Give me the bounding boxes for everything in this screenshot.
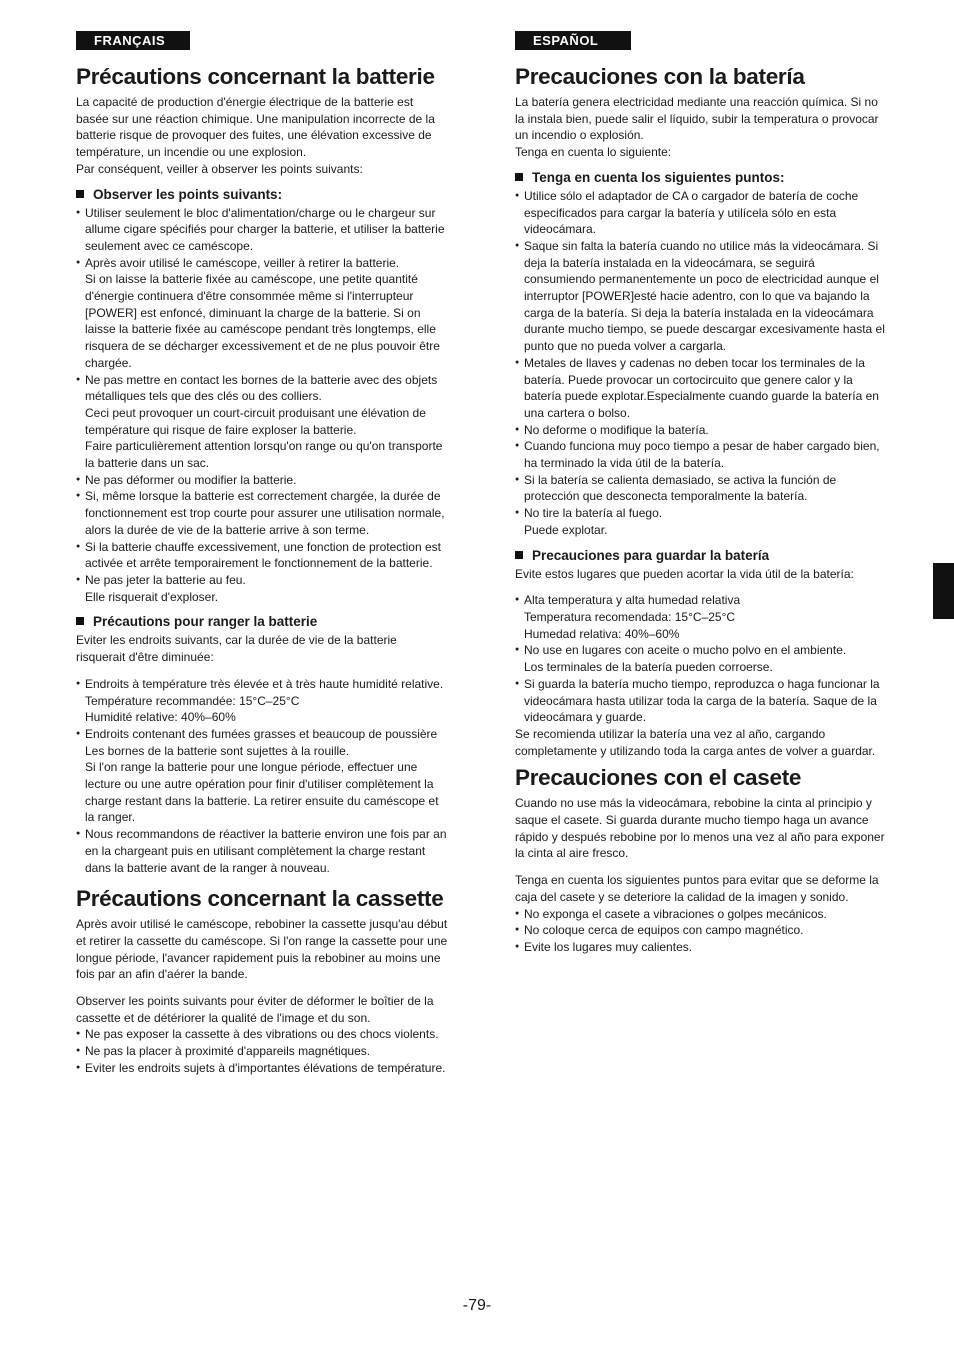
list-item: ● Ne pas exposer la cassette à des vibrations ou des chocs violents. <box>76 1026 448 1043</box>
list-item: ● Ne pas la placer à proximité d'appareils magnétiques. <box>76 1043 448 1060</box>
battery-points-list-fr <box>76 205 448 606</box>
cassette-intro-fr: Après avoir utilisé le caméscope, rebobiner la cassette jusqu'au début et retirer la cassette du caméscope. Si l'on range la cassette pour une longue période, l'avancer rapidement puis la rebobiner au moins une fois par an afin d'aérer la bande. <box>76 917 448 982</box>
cassette-points-list-es <box>515 906 887 956</box>
list-item: ● Metales de llaves y cadenas no deben tocar los terminales de la batería. Puede provocar un cortocircuito que genere calor y la batería puede explotar.Especialmente cuando guarde la batería en una cartera o bolso. <box>515 355 887 422</box>
list-item: ● Si la batterie chauffe excessivement, une fonction de protection est activée et arrête temporairement le fonctionnement de la batterie. <box>76 539 448 572</box>
list-item: ● Utiliser seulement le bloc d'alimentation/charge ou le chargeur sur allume cigare spécifiés pour charger la batterie, et utiliser la batterie seulement avec ce caméscope. <box>76 205 448 255</box>
storage-list-fr <box>76 676 448 876</box>
french-column <box>76 31 448 1077</box>
list-item: ● Si la batería se calienta demasiado, se activa la función de protección que desconecta temporalmente la batería. <box>515 472 887 505</box>
list-item: ● Si, même lorsque la batterie est correctement chargée, la durée de fonctionnement est trop courte pour assurer une utilisation normale, alors la durée de vie de la batterie arrive à son terme. <box>76 488 448 538</box>
section-edge-tab <box>933 563 954 619</box>
language-tab-french: FRANÇAIS <box>76 31 190 50</box>
spanish-column <box>515 31 887 956</box>
list-item: ● Après avoir utilisé le caméscope, veiller à retirer la batterie. Si on laisse la batterie fixée au caméscope, une petite quantité d'énergie continuera d'être consommée même si l'interrupteur [POWER] est enfoncé, diminuant la charge de la batterie. Si on laisse la batterie fixée au caméscope pendant très longtemps, elle risquera de se décharger excessivement et de ne plus pouvoir être chargée. <box>76 255 448 372</box>
cassette-title-es: Precauciones con el casete <box>515 765 802 791</box>
list-item: ● No exponga el casete a vibraciones o golpes mecánicos. <box>515 906 887 923</box>
battery-intro-fr: La capacité de production d'énergie électrique de la batterie est basée sur une réaction chimique. Une manipulation incorrecte de la batterie risque de provoquer des fuites, une élévation excessive de température, un incendie ou une explosion. <box>76 95 435 160</box>
list-item: ● Utilice sólo el adaptador de CA o cargador de batería de coche especificados para cargar la batería y utilícela sólo en esta videocámara. <box>515 188 887 238</box>
page-number: -79- <box>462 1297 492 1314</box>
list-item: ● No use en lugares con aceite o mucho polvo en el ambiente. Los terminales de la batería pueden corroerse. <box>515 642 887 675</box>
list-item: ● No coloque cerca de equipos con campo magnético. <box>515 922 887 939</box>
battery-intro2-fr: Par conséquent, veiller à observer les points suivants: <box>76 161 363 176</box>
list-item: ● Ne pas mettre en contact les bornes de la batterie avec des objets métalliques tels que des clés ou des colliers. Ceci peut provoquer un court-circuit produisant une élévation de température qui risque de faire exploser la batterie. Faire particulièrement attention lorsqu'on range ou qu'on transporte la batterie dans un sac. <box>76 372 448 472</box>
storage-intro-fr: Eviter les endroits suivants, car la durée de vie de la batterie risquerait d'être diminuée: <box>76 633 397 665</box>
list-item: ● Si guarda la batería mucho tiempo, reproduzca o haga funcionar la videocámara hasta utilizar toda la carga de la batería. Saque de la videocámara y guarde. <box>515 676 887 726</box>
battery-intro2-es: Tenga en cuenta lo siguiente: <box>515 145 672 160</box>
points-heading-es: Tenga en cuenta los siguientes puntos: <box>515 169 887 186</box>
list-item: ● Ne pas jeter la batterie au feu. Elle risquerait d'exploser. <box>76 572 448 605</box>
list-item: ● Saque sin falta la batería cuando no utilice más la videocámara. Si deja la batería instalada en la videocámara, se seguirá consumiendo permanentemente un poco de electricidad aunque el interruptor [POWER]esté hacie adentro, con lo que va bajando la carga de la batería. Si deja la batería instalada en la videocámara durante mucho tiempo, se puede descargar excesivamente hasta el punto que no pueda volver a cargarla. <box>515 238 887 355</box>
list-item: ● Eviter les endroits sujets à d'importantes élévations de température. <box>76 1060 448 1077</box>
language-tab-spanish: ESPAÑOL <box>515 31 631 50</box>
list-item: ● Nous recommandons de réactiver la batterie environ une fois par an en la chargeant puis en utilisant complètement la charge restant dans la batterie avant de la ranger à nouveau. <box>76 826 448 876</box>
storage-intro-es: Evite estos lugares que pueden acortar la vida útil de la batería: <box>515 566 854 581</box>
square-bullet-icon <box>76 190 84 198</box>
storage-heading-es: Precauciones para guardar la batería <box>515 547 887 564</box>
battery-title-fr: Précautions concernant la batterie <box>76 64 435 89</box>
points-heading-fr: Observer les points suivants: <box>76 186 448 203</box>
list-item: ● Evite los lugares muy calientes. <box>515 939 887 956</box>
cassette-intro-es: Cuando no use más la videocámara, rebobine la cinta al principio y saque el casete. Si guarda durante mucho tiempo haga un avance rápido y después rebobine por lo menos una vez al año para exponer la cinta al aire fresco. <box>515 796 885 861</box>
storage-outro-es: Se recomienda utilizar la batería una vez al año, cargando completamente y utilizando toda la carga antes de volver a guardar. <box>515 726 876 758</box>
cassette-title-fr: Précautions concernant la cassette <box>76 886 444 912</box>
list-item: ● Alta temperatura y alta humedad relativa Temperatura recomendada: 15°C–25°C Humedad relativa: 40%–60% <box>515 592 887 642</box>
storage-heading-fr: Précautions pour ranger la batterie <box>76 613 448 630</box>
list-item: ● Cuando funciona muy poco tiempo a pesar de haber cargado bien, ha terminado la vida útil de la batería. <box>515 438 887 471</box>
list-item: ● Endroits contenant des fumées grasses et beaucoup de poussière Les bornes de la batterie sont sujettes à la rouille. Si l'on range la batterie pour une longue période, effectuer une lecture ou une autre opération pour finir d'utiliser complètement la charge restant dans la batterie. La retirer ensuite du caméscope et la ranger. <box>76 726 448 826</box>
cassette-points-list-fr <box>76 1026 448 1076</box>
battery-title-es: Precauciones con la batería <box>515 64 805 89</box>
list-item: ● Endroits à température très élevée et à très haute humidité relative. Température recommandée: 15°C–25°C Humidité relative: 40%–60% <box>76 676 448 726</box>
square-bullet-icon <box>515 173 523 181</box>
list-item: ● No tire la batería al fuego. Puede explotar. <box>515 505 887 538</box>
square-bullet-icon <box>515 551 523 559</box>
cassette-intro2-es: Tenga en cuenta los siguientes puntos para evitar que se deforme la caja del casete y se deteriore la calidad de la imagen y sonido. <box>515 873 879 904</box>
list-item: ● Ne pas déformer ou modifier la batterie. <box>76 472 448 489</box>
battery-intro-es: La batería genera electricidad mediante una reacción química. Si no la instala bien, puede salir el líquido, subir la temperatura o provocar un incendio o explosión. <box>515 95 879 143</box>
storage-list-es <box>515 592 887 726</box>
square-bullet-icon <box>76 617 84 625</box>
battery-points-list-es <box>515 188 887 539</box>
cassette-intro2-fr: Observer les points suivants pour éviter de déformer le boîtier de la cassette et de détériorer la qualité de l'image et du son. <box>76 994 434 1025</box>
list-item: ● No deforme o modifique la batería. <box>515 422 887 439</box>
